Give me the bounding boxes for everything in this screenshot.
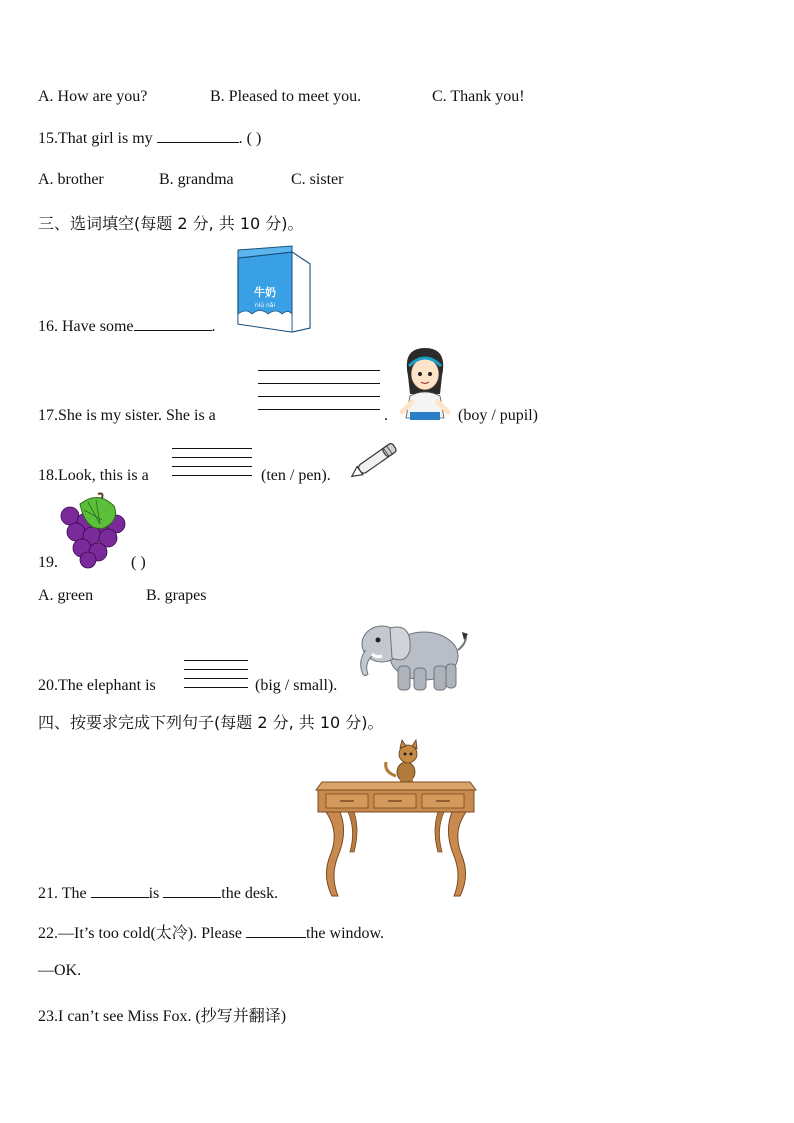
q15-question <box>38 130 261 148</box>
desk-with-cat-icon <box>314 742 478 900</box>
q16-suffix: . <box>211 318 216 335</box>
q15-option-c: C. sister <box>291 171 344 188</box>
milk-carton-pinyin: niú nǎi <box>254 302 276 309</box>
q19-option-b: B. grapes <box>146 587 207 604</box>
q17-prefix: 17.She is my sister. She is a <box>38 407 216 424</box>
q23-question: 23.I can’t see Miss Fox. (抄写并翻译) <box>38 1008 287 1025</box>
q21-blank-2[interactable] <box>163 897 221 898</box>
q22-question <box>38 920 384 943</box>
q18-prefix: 18.Look, this is a <box>38 467 149 484</box>
q16-prefix: 16. Have some <box>38 318 134 335</box>
q20-choices: (big / small). <box>255 677 338 694</box>
q20-writing-lines[interactable] <box>184 660 248 690</box>
milk-carton-label: 牛奶 <box>254 286 276 299</box>
q19-number: 19. <box>38 554 58 571</box>
q22-part2: the window. <box>305 925 385 942</box>
q17-writing-lines[interactable] <box>258 370 380 412</box>
q16-blank[interactable] <box>134 330 212 331</box>
q22-blank[interactable] <box>246 937 306 938</box>
q15-prefix: 15.That girl is my <box>38 130 157 147</box>
q21-part3: the desk. <box>221 885 279 902</box>
q18-writing-lines[interactable] <box>172 448 252 478</box>
q17-choices: (boy / pupil) <box>458 407 538 424</box>
q20-prefix: 20.The elephant is <box>38 677 156 694</box>
q14-option-b: B. Pleased to meet you. <box>210 88 362 105</box>
elephant-icon <box>352 614 470 694</box>
q14-option-c: C. Thank you! <box>432 88 525 105</box>
q21-part2: is <box>148 885 164 902</box>
q16-question <box>38 318 216 336</box>
q21-blank-1[interactable] <box>91 897 149 898</box>
q18-choices: (ten / pen). <box>261 467 331 484</box>
section4-title: 四、按要求完成下列句子(每题 2 分, 共 10 分)。 <box>38 713 384 732</box>
q15-option-b: B. grandma <box>159 171 234 188</box>
milk-carton-icon <box>234 248 314 334</box>
q14-option-a: A. How are you? <box>38 88 148 105</box>
pen-icon <box>352 438 404 478</box>
q22-reply: —OK. <box>38 962 82 979</box>
grapes-icon <box>58 494 126 568</box>
q15-blank[interactable] <box>157 142 239 143</box>
q15-option-a: A. brother <box>38 171 104 188</box>
girl-icon <box>398 346 452 422</box>
q21-part1: 21. The <box>38 885 91 902</box>
cat-icon <box>386 740 417 782</box>
q19-answer-paren[interactable]: ( ) <box>131 554 146 571</box>
section3-title: 三、选词填空(每题 2 分, 共 10 分)。 <box>38 214 304 233</box>
q17-period: . <box>384 407 388 424</box>
q19-option-a: A. green <box>38 587 94 604</box>
q15-suffix: . ( ) <box>238 130 262 147</box>
q21-question <box>38 885 278 903</box>
q22-part1: 22.—It’s too cold(太冷). Please <box>38 925 246 942</box>
